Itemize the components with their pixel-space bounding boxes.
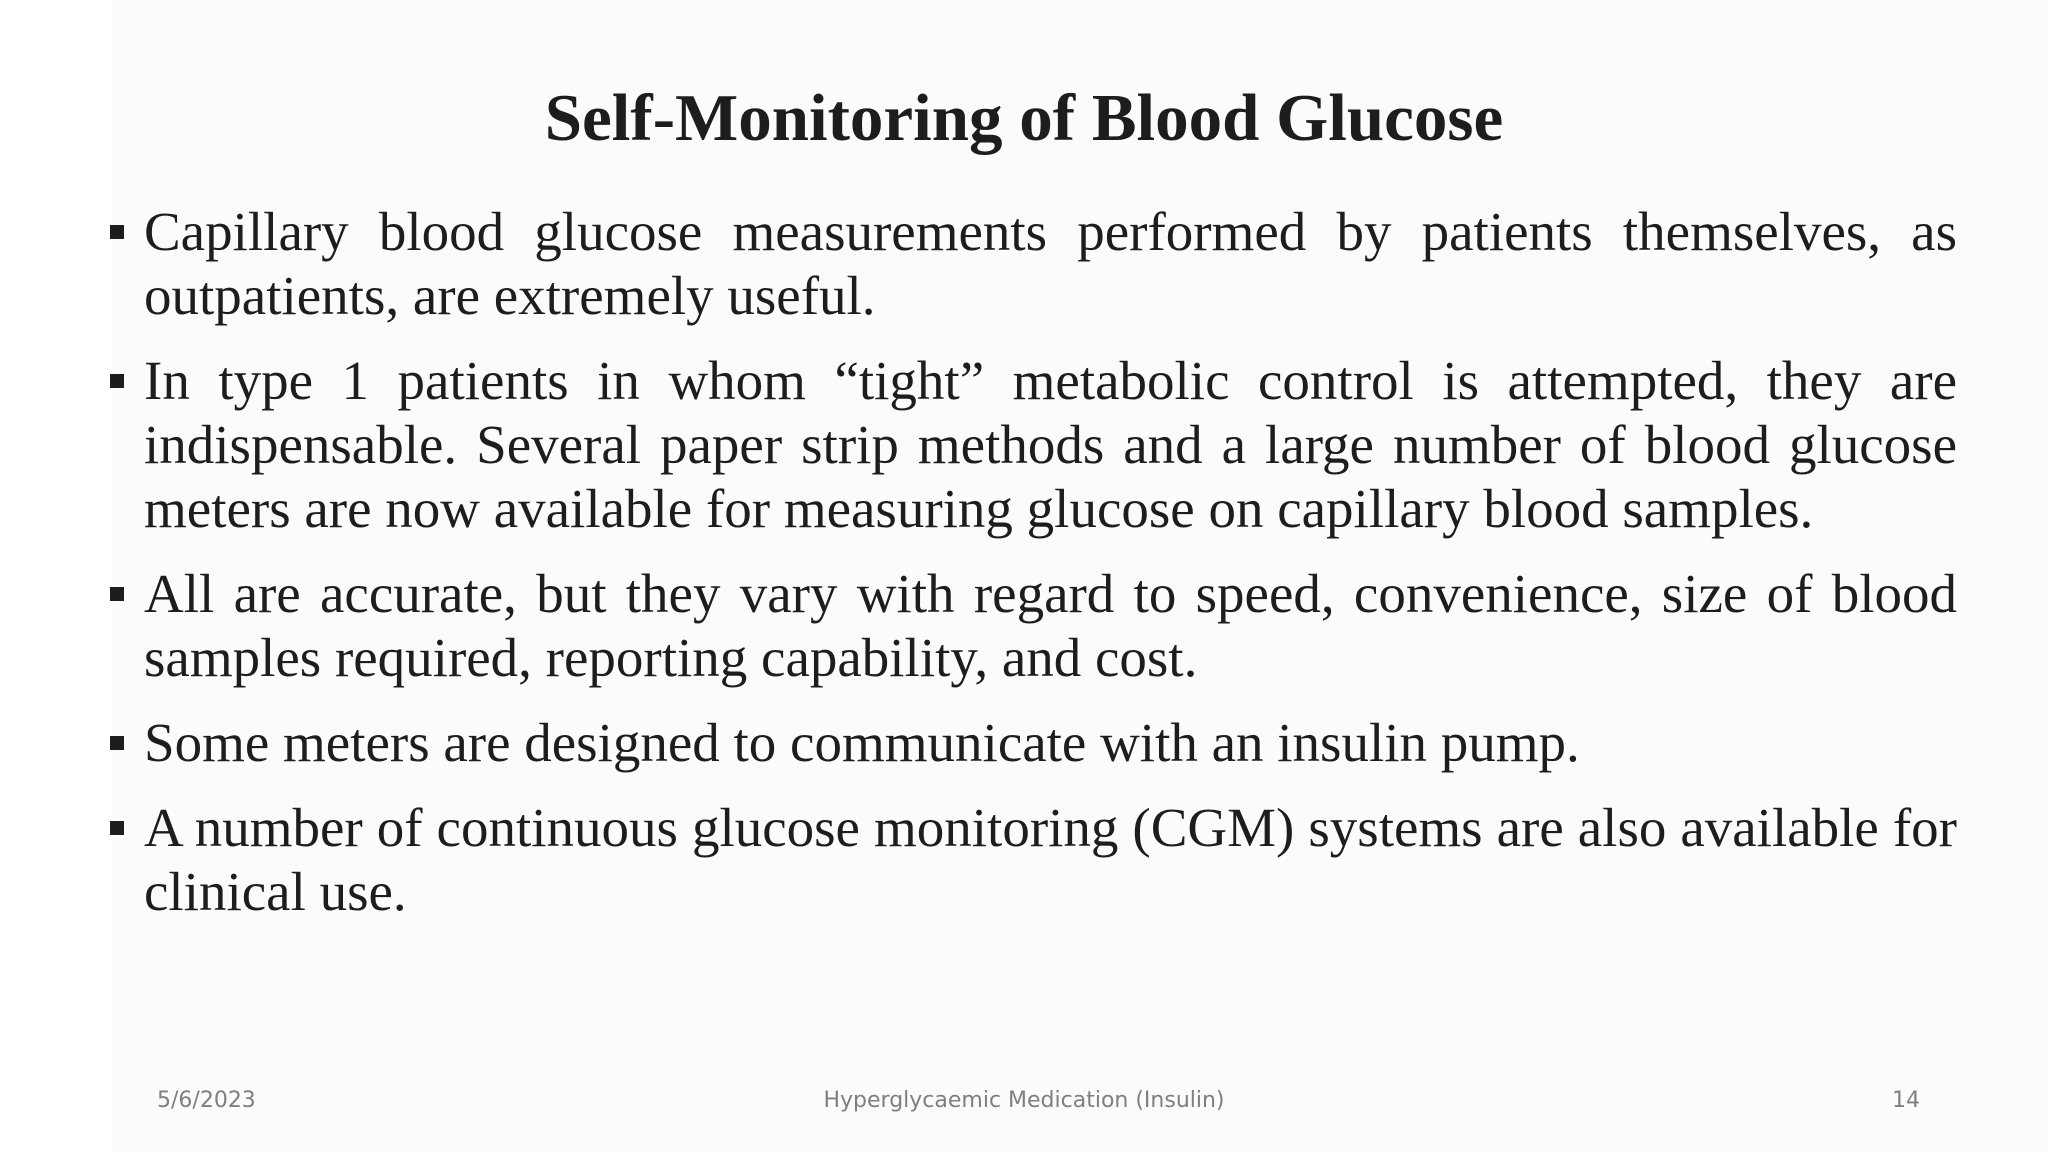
bullet-item [107,200,1957,328]
square-bullet-icon [110,587,124,601]
page-number: 14 [1892,1088,1920,1113]
bullet-text: Capillary blood glucose measurements performed by patients themselves, as outpatients, are extremely useful. [144,201,1957,326]
bullet-text: Some meters are designed to communicate with an insulin pump. [144,712,1580,773]
square-bullet-icon [110,736,124,750]
bullet-item [107,796,1957,924]
bullet-item [107,349,1957,541]
square-bullet-icon [110,225,124,239]
bullet-text: In type 1 patients in whom “tight” metabolic control is attempted, they are indispensable. Several paper strip methods and a large number of blood glucose meters are now available for measuring glucose on capillary blood samples. [144,350,1957,539]
square-bullet-icon [110,821,124,835]
bullet-item [107,711,1957,775]
slide-title: Self-Monitoring of Blood Glucose [544,81,1504,155]
square-bullet-icon [110,374,124,388]
bullet-text: All are accurate, but they vary with regard to speed, convenience, size of blood samples required, reporting capability, and cost. [144,563,1957,688]
footer-date: 5/6/2023 [157,1088,256,1113]
bullet-item [107,562,1957,690]
footer-title: Hyperglycaemic Medication (Insulin) [823,1088,1225,1113]
bullet-text: A number of continuous glucose monitoring (CGM) systems are also available for clinical use. [144,797,1957,922]
bullet-list [107,200,1957,945]
